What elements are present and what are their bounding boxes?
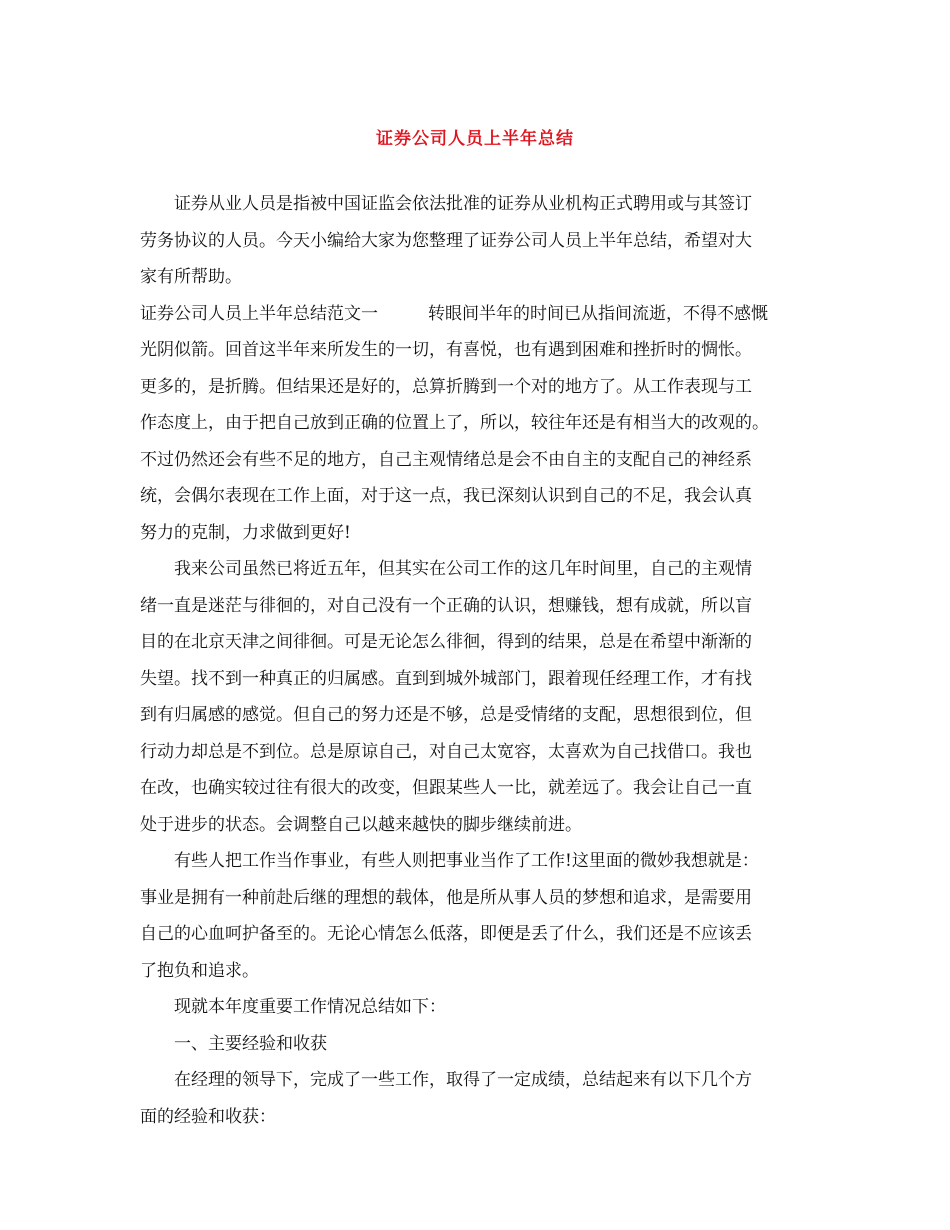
paragraph-line: 失望。找不到一种真正的归属感。直到到城外城部门，跟着现任经理工作，才有找: [140, 668, 752, 689]
paragraph-line: 行动力却总是不到位。总是原谅自己，对自己太宽容，太喜欢为自己找借口。我也: [140, 741, 752, 762]
paragraph-line: 更多的，是折腾。但结果还是好的，总算折腾到一个对的地方了。从工作表现与工: [140, 376, 752, 397]
paragraph-line: 绪一直是迷茫与徘徊的，对自己没有一个正确的认识，想赚钱，想有成就，所以盲: [140, 595, 752, 616]
paragraph-line: 光阴似箭。回首这半年来所发生的一切，有喜悦，也有遇到困难和挫折时的惆怅。: [140, 340, 752, 360]
paragraph-line: 目的在北京天津之间徘徊。可是无论怎么徘徊，得到的结果，总是在希望中渐渐的: [140, 632, 752, 652]
paragraph-line: 我来公司虽然已将近五年，但其实在公司工作的这几年时间里，自己的主观情: [174, 559, 752, 579]
paragraph-line: 在经理的领导下，完成了一些工作，取得了一定成绩，总结起来有以下几个方: [174, 1070, 752, 1090]
paragraph-line: [140, 296, 816, 333]
paragraph-line: 面的经验和收获：: [140, 1106, 276, 1127]
paragraph-line: 不过仍然还会有些不足的地方，自己主观情绪总是会不由自主的支配自己的神经系: [140, 449, 752, 470]
section-heading: 证券公司人员上半年总结范文一: [140, 303, 378, 324]
paragraph-line: 努力的克制，力求做到更好!: [140, 522, 351, 543]
paragraph-line: 事业是拥有一种前赴后继的理想的载体，他是所从事人员的梦想和追求，是需要用: [140, 887, 752, 908]
paragraph-line: 了抱负和追求。: [140, 960, 259, 981]
paragraph-line: 在改，也确实较过往有很大的改变，但跟某些人一比，就差远了。我会让自己一直: [140, 778, 752, 798]
paragraph-line: 自己的心血呵护备至的。无论心情怎么低落，即便是丢了什么，我们还是不应该丢: [140, 924, 752, 944]
paragraph-line: 作态度上，由于把自己放到正确的位置上了，所以，较往年还是有相当大的改观的。: [140, 413, 769, 433]
paragraph-line: 家有所帮助。: [140, 267, 242, 287]
paragraph-line: 统，会偶尔表现在工作上面，对于这一点，我已深刻认识到自己的不足，我会认真: [140, 486, 752, 506]
paragraph-line: 现就本年度重要工作情况总结如下：: [174, 997, 446, 1017]
paragraph-text: 转眼间半年的时间已从指间流逝，不得不感慨: [428, 303, 768, 324]
document-title: 证券公司人员上半年总结: [376, 129, 574, 149]
section-heading: 一、主要经验和收获: [174, 1033, 327, 1054]
paragraph-line: 处于进步的状态。会调整自己以越来越快的脚步继续前进。: [140, 814, 582, 835]
paragraph-line: 有些人把工作当作事业，有些人则把事业当作了工作!这里面的微妙我想就是：: [174, 851, 759, 871]
document-body: [140, 186, 816, 1135]
paragraph-line: 证券从业人员是指被中国证监会依法批准的证券从业机构正式聘用或与其签订: [174, 194, 752, 214]
paragraph-line: 劳务协议的人员。今天小编给大家为您整理了证券公司人员上半年总结，希望对大: [140, 230, 752, 251]
paragraph-line: 到有归属感的感觉。但自己的努力还是不够，总是受情绪的支配，思想很到位，但: [140, 705, 752, 725]
